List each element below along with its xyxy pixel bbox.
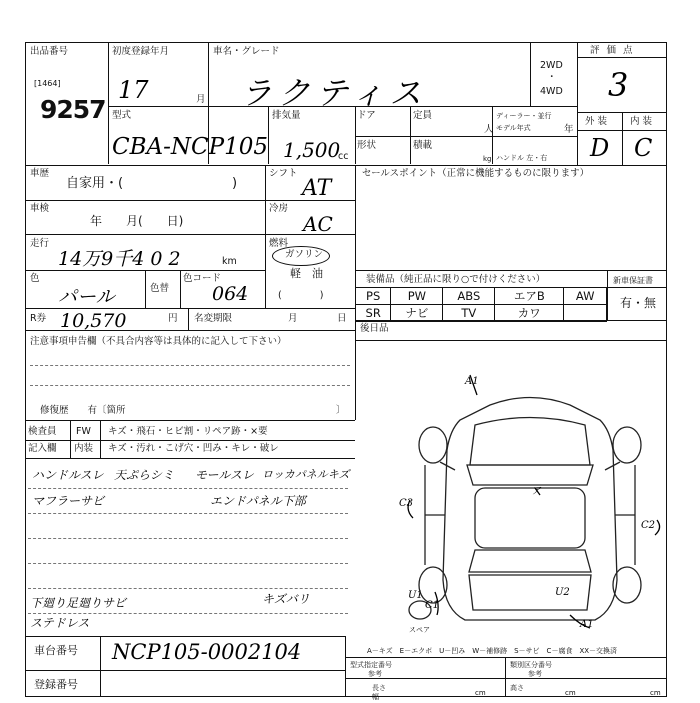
equipment-table xyxy=(355,287,607,322)
note-muffler-rust: マフラーサビ xyxy=(32,494,105,508)
yen-unit: 円 xyxy=(168,313,178,324)
handle-label: ハンドル 左・右 xyxy=(496,154,548,162)
drive-4wd: 4WD xyxy=(540,86,563,97)
kg-unit: kg xyxy=(483,155,492,163)
note-stainless: ステドレス xyxy=(30,616,90,630)
shift-label: シフト xyxy=(269,168,298,179)
expiry-label: 名変期限 xyxy=(194,313,233,324)
note-under-rust: 下廻り足廻りサビ xyxy=(30,596,127,610)
note-handle-wear: ハンドルスレ xyxy=(32,468,104,482)
length-cm: cm xyxy=(475,689,486,697)
inspector-label-2: 記入欄 xyxy=(28,443,57,454)
model-year-label: モデル年式 xyxy=(496,124,531,132)
inspector-line-2: キズ・汚れ・こげ穴・凹み・キレ・破レ xyxy=(108,443,279,454)
car-name-label: 車名・グレード xyxy=(213,46,280,57)
equipment-navi: ナビ xyxy=(391,305,443,322)
equipment-sr: SR xyxy=(356,305,391,322)
fuel-light-oil: 軽 油 xyxy=(290,267,323,280)
repair-history-close: 〕 xyxy=(336,405,346,416)
warranty-value: 有・無 xyxy=(620,296,657,310)
color-label: 色 xyxy=(30,273,40,284)
aircon-value: AC xyxy=(303,212,333,236)
car-damage-diagram xyxy=(395,370,665,640)
history-value: 自家用・( xyxy=(66,176,124,191)
damage-legend: A－キズ E－エクボ U－凹み W－補修跡 S－サビ C－腐食 XX－交換済 xyxy=(367,647,618,655)
damage-mark-roof: ア xyxy=(531,486,541,497)
aircon-label: 冷房 xyxy=(269,203,289,214)
note-end-panel: エンドパネル下部 xyxy=(210,494,306,508)
history-label: 車歴 xyxy=(30,168,50,179)
inspector-interior: 内装 xyxy=(74,443,94,454)
width-label: 幅 xyxy=(372,693,379,701)
spare-label: スペア xyxy=(409,626,430,634)
warranty-label: 新車保証書 xyxy=(613,276,653,285)
color-code-label: 色コード xyxy=(183,273,222,284)
chassis-value: NCP105-0002104 xyxy=(112,640,302,664)
fuel-other: ( ) xyxy=(278,290,324,301)
inspection-label: 車検 xyxy=(30,203,50,214)
lot-number: 9257 xyxy=(40,95,106,124)
model-value: CBA-NCP105 xyxy=(112,134,268,160)
inspector-line-1: キズ・飛石・ヒビ割・リペア跡・×要 xyxy=(108,426,268,437)
chassis-label: 車台番号 xyxy=(34,644,78,657)
model-label: 型式 xyxy=(112,110,132,121)
equipment-label: 装備品（純正品に限り○で付けください） xyxy=(366,274,546,285)
class-ref: 参考 xyxy=(528,670,542,678)
damage-mark-u1: U1 xyxy=(408,590,423,601)
damage-mark-c1: C1 xyxy=(425,600,440,611)
exterior-label: 外 装 xyxy=(585,116,608,127)
first-registration-label: 初度登録年月 xyxy=(112,46,170,57)
equipment-pw: PW xyxy=(391,288,443,305)
damage-mark-c3: C3 xyxy=(399,498,414,509)
drive-2wd: 2WD xyxy=(540,60,563,71)
score-value: 3 xyxy=(608,66,629,104)
color-value: パール xyxy=(58,286,115,308)
interior-value: C xyxy=(634,134,653,162)
mileage-value: 14万9千4 0 2 xyxy=(58,248,181,270)
class-label: 類別区分番号 xyxy=(510,661,552,669)
expiry-month-unit: 月 xyxy=(288,313,298,324)
shape-label: 形状 xyxy=(357,140,377,151)
km-unit: km xyxy=(222,256,237,267)
lot-sub-number: [1464] xyxy=(34,79,61,88)
inspector-label-1: 検査員 xyxy=(28,426,57,437)
load-label: 積載 xyxy=(413,140,433,151)
equipment-tv: TV xyxy=(443,305,495,322)
equipment-airbag: エアB xyxy=(495,288,564,305)
inspector-fw: FW xyxy=(76,426,91,437)
rear-items-label: 後日品 xyxy=(360,323,389,334)
note-molding-wear: モールスレ xyxy=(195,468,254,482)
type-cert-label: 型式指定番号 xyxy=(350,661,392,669)
height-label: 高さ xyxy=(510,684,524,692)
registration-number-label: 登録番号 xyxy=(34,678,78,691)
displacement-label: 排気量 xyxy=(272,110,301,121)
fuel-gasoline: ガソリン xyxy=(285,249,324,260)
damage-mark-u2: U2 xyxy=(555,587,570,598)
color-number-label: 色替 xyxy=(150,283,170,294)
recycle-value: 10,570 xyxy=(60,310,127,332)
lot-label: 出品番号 xyxy=(30,46,69,57)
note-rocker-panel: ロッカパネルキズ xyxy=(262,468,350,481)
height-cm: cm xyxy=(650,689,661,697)
history-close: ) xyxy=(232,176,238,191)
equipment-abs: ABS xyxy=(443,288,495,305)
equipment-aw: AW xyxy=(564,288,607,305)
note-ceiling-stain: 天ぷらシミ xyxy=(114,468,175,482)
equipment-leather: カワ xyxy=(495,305,564,322)
equipment-blank xyxy=(564,305,607,322)
capacity-label: 定員 xyxy=(413,110,433,121)
doors-label: ドア xyxy=(357,110,376,121)
damage-mark-a1-front: A1 xyxy=(465,376,479,387)
displacement-value: 1,500 xyxy=(283,138,341,162)
fuel-label: 燃料 xyxy=(269,238,289,249)
exterior-value: D xyxy=(590,134,610,162)
note-scratch: キズバリ xyxy=(262,592,310,606)
expiry-day-unit: 日 xyxy=(337,313,347,324)
notes-title: 注意事項申告欄（不具合内容等は具体的に記入して下さい） xyxy=(30,336,287,347)
score-label: 評 価 点 xyxy=(590,45,635,56)
car-name-value: ラクティス xyxy=(240,74,428,112)
repair-history-label: 修復歴 有〔箇所 xyxy=(40,405,126,416)
length-label: 長さ xyxy=(372,684,386,692)
sales-point-label: セールスポイント（正常に機能するものに限ります） xyxy=(362,168,590,179)
persons-unit: 人 xyxy=(484,124,494,135)
damage-mark-c2: C2 xyxy=(641,520,656,531)
width-cm: cm xyxy=(565,689,576,697)
month-unit: 月 xyxy=(196,94,206,105)
dealer-label: ディーラー・並行 xyxy=(496,112,552,120)
first-registration-year: 17 xyxy=(118,76,149,104)
equipment-ps: PS xyxy=(356,288,391,305)
damage-mark-a1-rear: A1 xyxy=(580,619,594,630)
mileage-label: 走行 xyxy=(30,238,50,249)
recycle-label: R券 xyxy=(30,313,47,324)
inspection-value: 年 月( 日) xyxy=(90,214,184,228)
type-cert-ref: 参考 xyxy=(368,670,382,678)
interior-label: 内 装 xyxy=(630,116,653,127)
cc-unit: cc xyxy=(338,151,349,162)
shift-value: AT xyxy=(302,176,332,201)
drive-dot: ・ xyxy=(547,72,557,83)
color-code-value: 064 xyxy=(212,283,249,305)
year-unit: 年 xyxy=(564,124,574,135)
